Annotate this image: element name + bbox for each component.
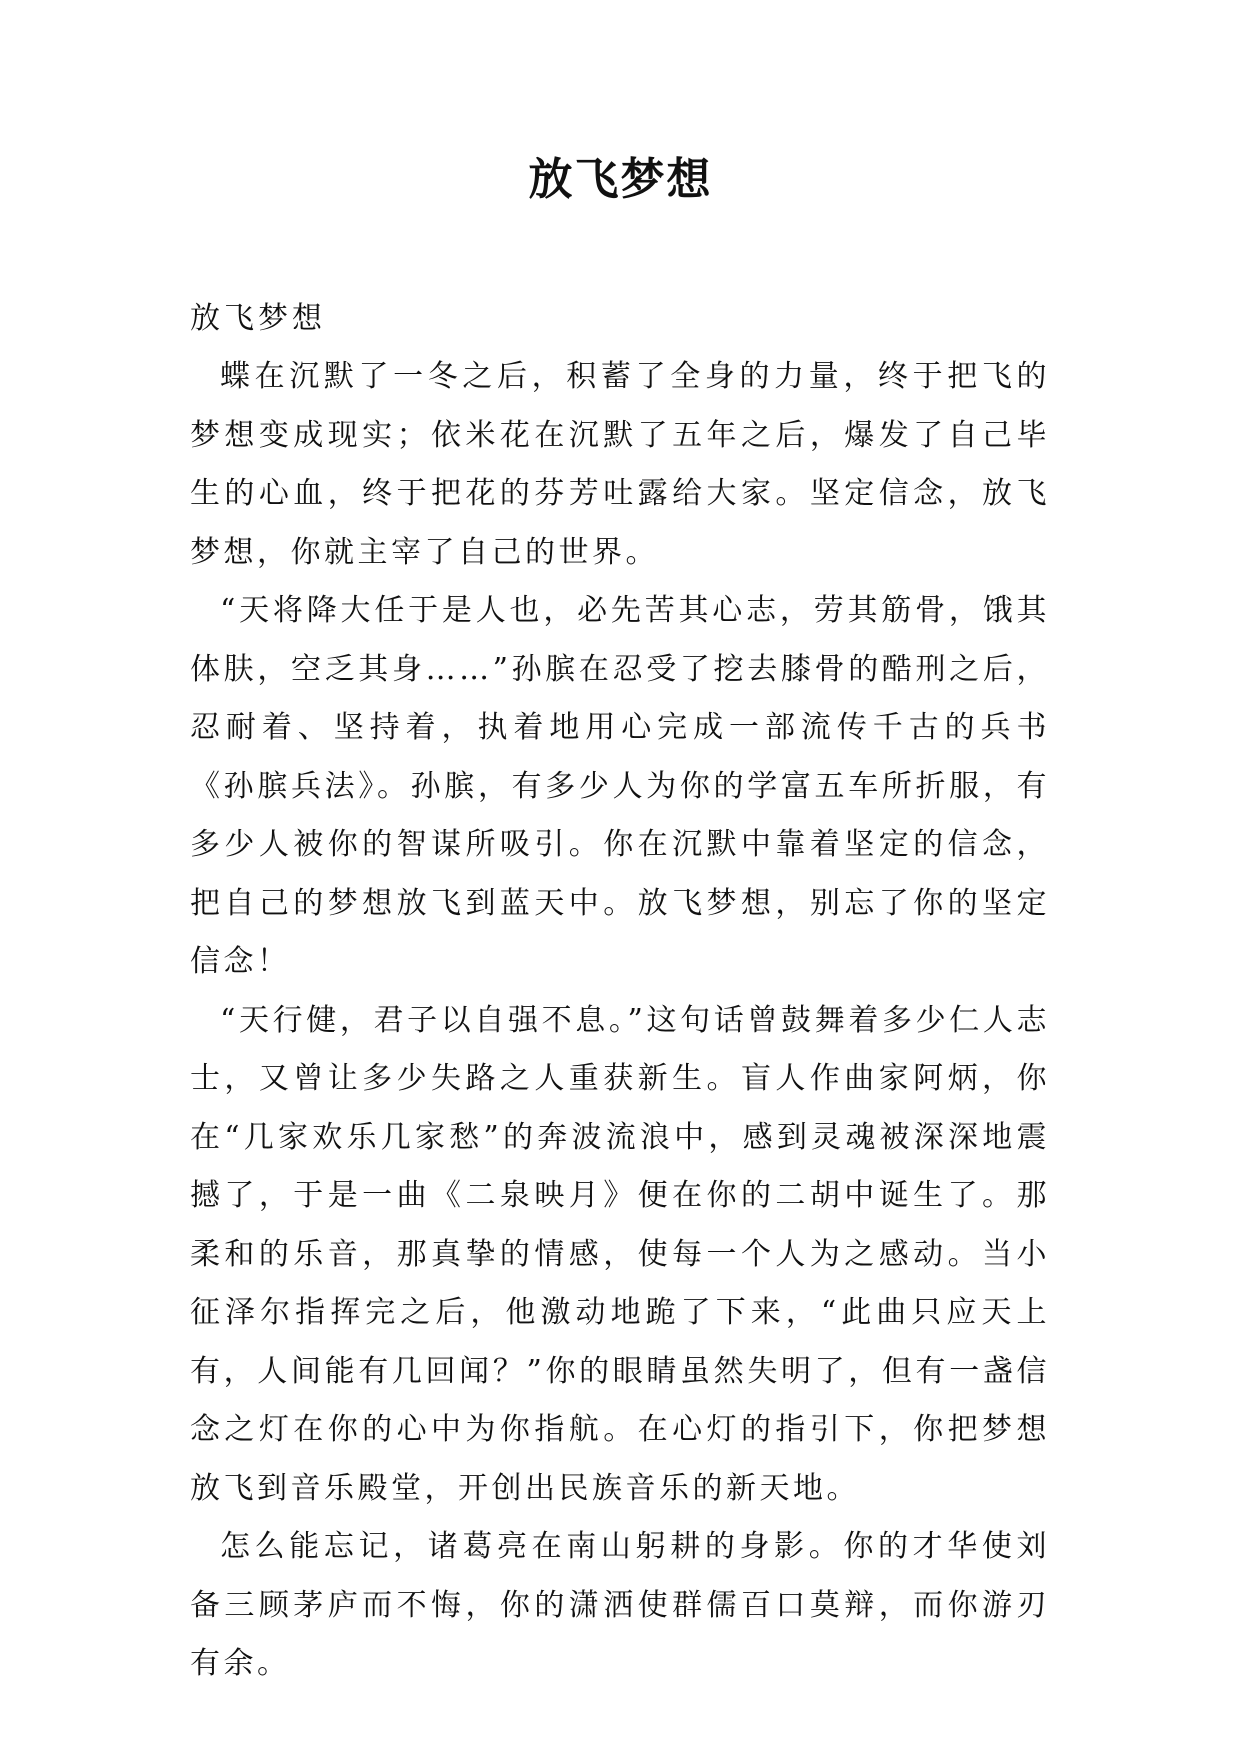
paragraph-1: 蝶在沉默了一冬之后，积蓄了全身的力量，终于把飞的梦想变成现实；依米花在沉默了五年之后，爆发了自己毕生的心血，终于把花的芬芳吐露给大家。坚定信念，放飞梦想，你就主宰了自己的世界。 xyxy=(190,359,1050,570)
article-subtitle: 放飞梦想 xyxy=(190,301,326,336)
paragraph-4: 怎么能忘记，诸葛亮在南山躬耕的身影。你的才华使刘备三顾茅庐而不悔，你的潇洒使群儒百口莫辩，而你游刃有余。 xyxy=(190,1529,1050,1681)
paragraph-2: “天将降大任于是人也，必先苦其心志，劳其筋骨，饿其体肤，空乏其身……”孙膑在忍受了挖去膝骨的酷刑之后，忍耐着、坚持着，执着地用心完成一部流传千古的兵书《孙膑兵法》。孙膑，有多少人为你的学富五车所折服，有多少人被你的智谋所吸引。你在沉默中靠着坚定的信念，把自己的梦想放飞到蓝天中。放飞梦想，别忘了你的坚定信念！ xyxy=(190,593,1050,979)
paragraph-3: “天行健，君子以自强不息。”这句话曾鼓舞着多少仁人志士，又曾让多少失路之人重获新生。盲人作曲家阿炳，你在“几家欢乐几家愁”的奔波流浪中，感到灵魂被深深地震撼了，于是一曲《二泉映月》便在你的二胡中诞生了。那柔和的乐音，那真挚的情感，使每一个人为之感动。当小征泽尔指挥完之后，他激动地跪了下来，“此曲只应天上有，人间能有几回闻？”你的眼睛虽然失明了，但有一盏信念之灯在你的心中为你指航。在心灯的指引下，你把梦想放飞到音乐殿堂，开创出民族音乐的新天地。 xyxy=(190,1002,1050,1506)
page-title: 放飞梦想 xyxy=(528,154,713,205)
document-body xyxy=(190,290,1050,1694)
